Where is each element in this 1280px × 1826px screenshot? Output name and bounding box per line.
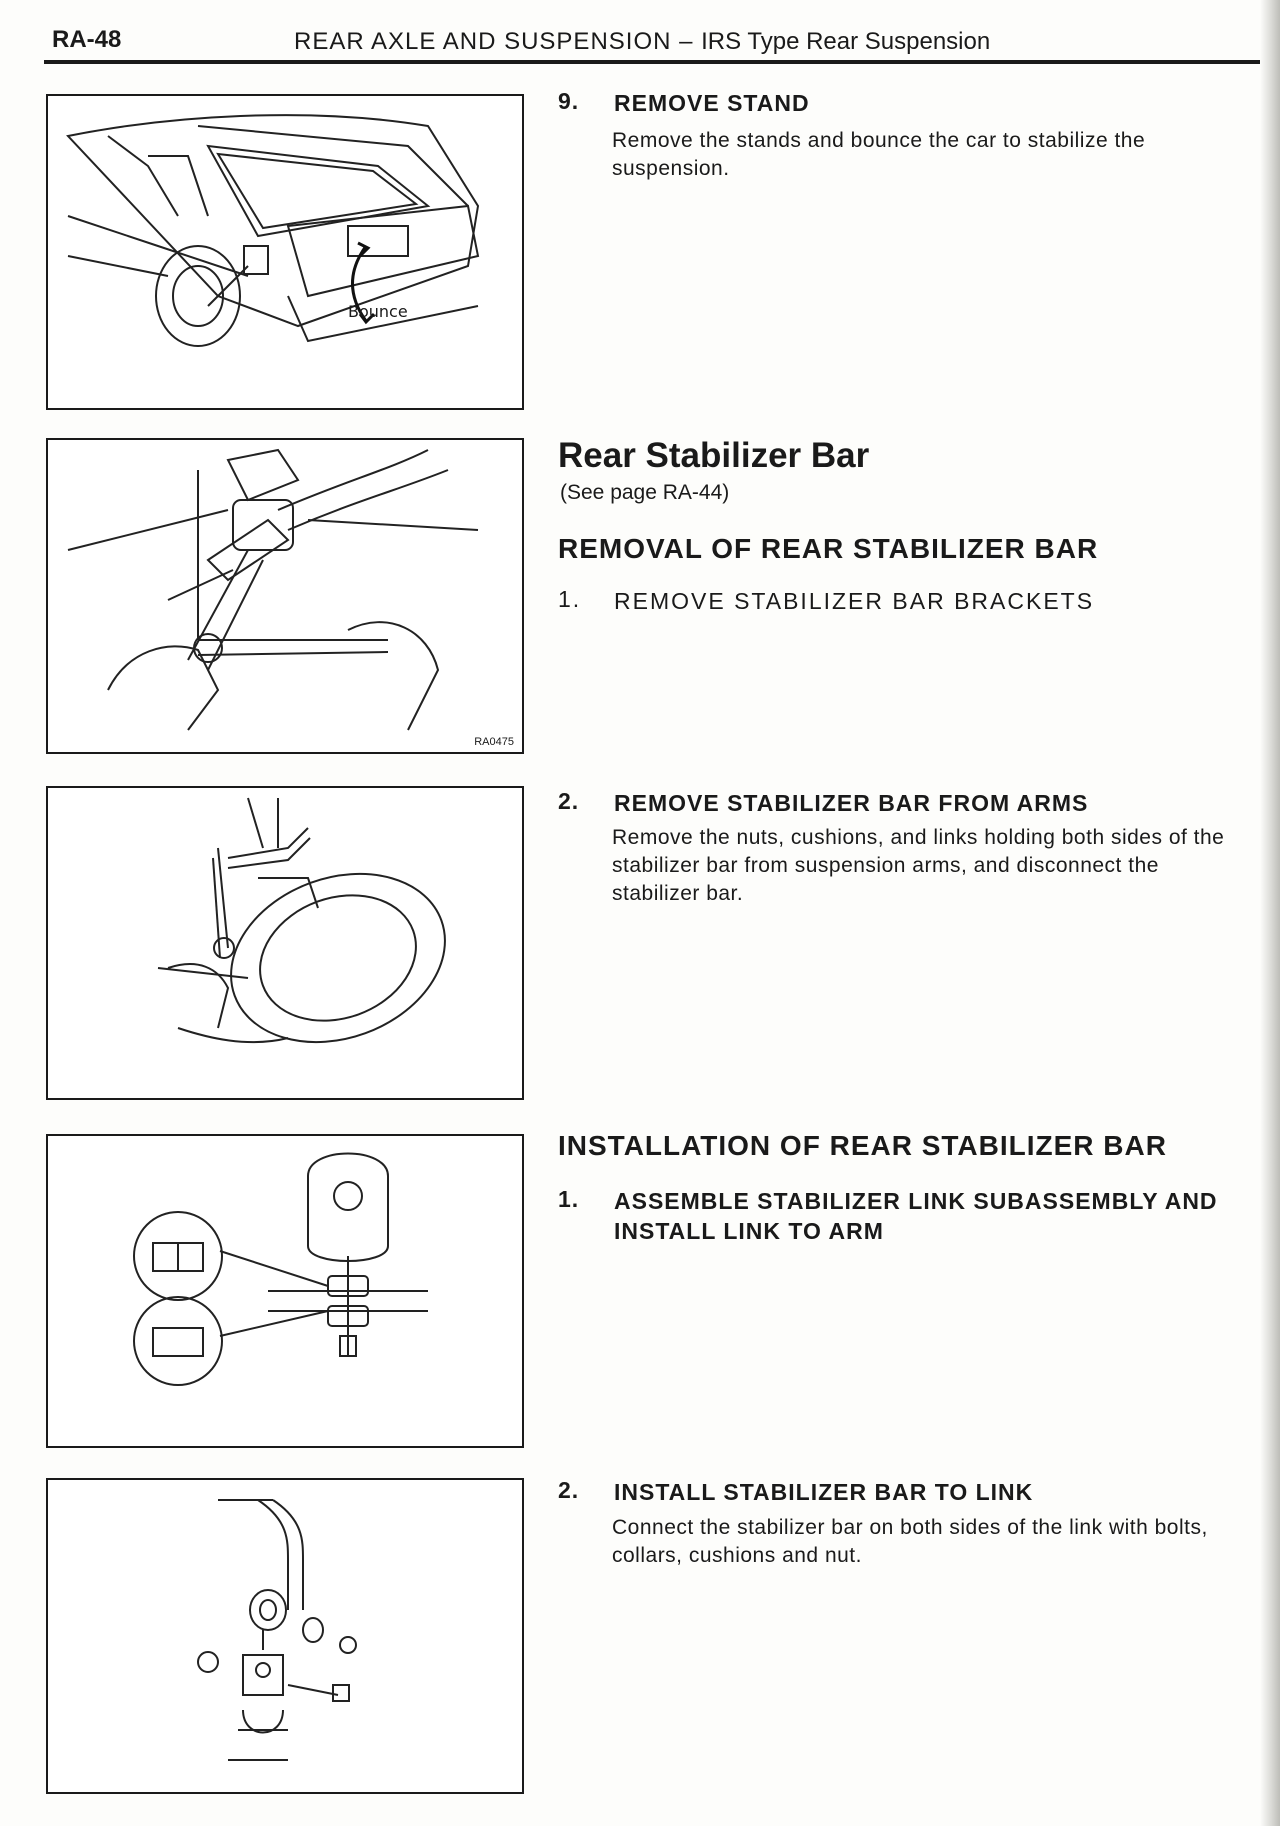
installation-step-1-number: 1. bbox=[558, 1186, 580, 1212]
figure-link-assembly bbox=[46, 1134, 524, 1448]
link-assembly-illustration bbox=[48, 1136, 522, 1446]
figure-car-bounce bbox=[46, 94, 524, 410]
section-title: Rear Stabilizer Bar bbox=[558, 436, 870, 475]
page-edge-shadow bbox=[1260, 0, 1280, 1826]
page-code: RA-48 bbox=[52, 26, 122, 53]
removal-step-1-number: 1. bbox=[558, 586, 582, 612]
bar-to-link-illustration bbox=[48, 1480, 522, 1792]
step-9-title: REMOVE STAND bbox=[614, 90, 810, 116]
link-removal-illustration bbox=[48, 788, 522, 1098]
see-page-reference: (See page RA-44) bbox=[560, 481, 730, 504]
installation-step-2-number: 2. bbox=[558, 1477, 580, 1503]
header-main-title: REAR AXLE AND SUSPENSION bbox=[294, 28, 672, 55]
removal-step-2-body: Remove the nuts, cushions, and links holding both sides of the stabilizer bar from suspension arms, and disconnect the stabilizer bar. bbox=[612, 826, 1225, 905]
header-subtitle: IRS Type Rear Suspension bbox=[701, 28, 991, 55]
header-separator: – bbox=[671, 28, 702, 55]
removal-step-2-number: 2. bbox=[558, 788, 580, 814]
car-bounce-illustration bbox=[48, 96, 522, 408]
bounce-label: Bounce bbox=[348, 302, 408, 321]
figure-bar-to-link bbox=[46, 1478, 524, 1794]
figure-bracket-removal bbox=[46, 438, 524, 754]
removal-step-1-title: REMOVE STABILIZER BAR BRACKETS bbox=[614, 588, 1095, 614]
step-9-number: 9. bbox=[558, 88, 580, 114]
step-9-body: Remove the stands and bounce the car to stabilize the suspension. bbox=[612, 129, 1146, 180]
installation-step-2-body: Connect the stabilizer bar on both sides of the link with bolts, collars, cushions and nut. bbox=[612, 1516, 1208, 1567]
installation-step-2-title: INSTALL STABILIZER BAR TO LINK bbox=[614, 1479, 1034, 1505]
page-header bbox=[44, 20, 1270, 64]
figure-code: RA0475 bbox=[474, 736, 514, 748]
installation-step-1-title: ASSEMBLE STABILIZER LINK SUBASSEMBLY AND INSTALL LINK TO ARM bbox=[614, 1188, 1218, 1244]
bracket-removal-illustration bbox=[48, 440, 522, 752]
installation-heading: INSTALLATION OF REAR STABILIZER BAR bbox=[558, 1130, 1167, 1161]
removal-heading: REMOVAL OF REAR STABILIZER BAR bbox=[558, 533, 1099, 564]
removal-step-2-title: REMOVE STABILIZER BAR FROM ARMS bbox=[614, 790, 1089, 816]
header-title bbox=[294, 28, 990, 56]
figure-link-removal bbox=[46, 786, 524, 1100]
